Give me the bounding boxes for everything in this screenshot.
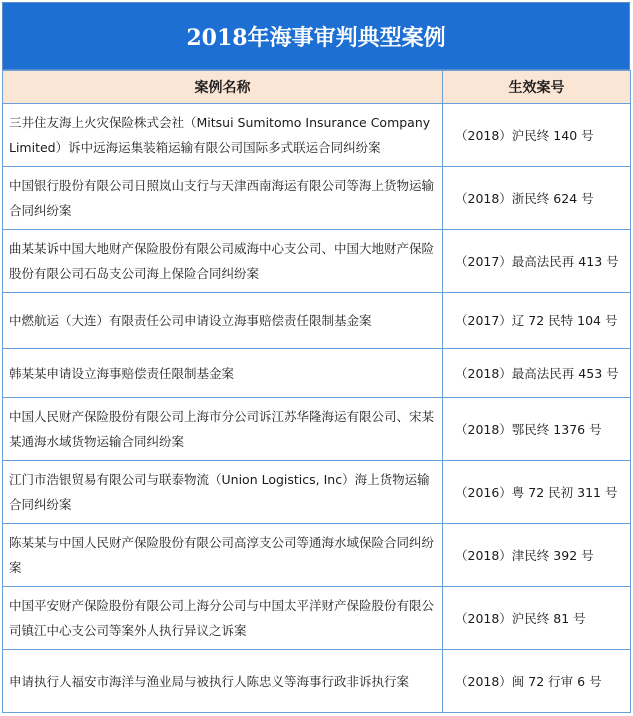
case-number: （2017）最高法民再 413 号: [443, 230, 631, 293]
cases-table: [2, 70, 631, 713]
table-row: [3, 587, 631, 650]
table-row: [3, 524, 631, 587]
cases-table-container: [2, 2, 630, 713]
case-name: 中国人民财产保险股份有限公司上海市分公司诉江苏华隆海运有限公司、宋某某通海水域货物运输合同纠纷案: [3, 398, 443, 461]
table-row: [3, 104, 631, 167]
case-number: （2018）津民终 392 号: [443, 524, 631, 587]
case-number: （2018）最高法民再 453 号: [443, 349, 631, 398]
case-name: 韩某某申请设立海事赔偿责任限制基金案: [3, 349, 443, 398]
case-number: （2018）沪民终 81 号: [443, 587, 631, 650]
table-row: [3, 398, 631, 461]
case-name: 曲某某诉中国大地财产保险股份有限公司威海中心支公司、中国大地财产保险股份有限公司石岛支公司海上保险合同纠纷案: [3, 230, 443, 293]
case-number: （2018）闽 72 行审 6 号: [443, 650, 631, 713]
table-row: [3, 349, 631, 398]
header-case-name: 案例名称: [3, 71, 443, 104]
header-row: [3, 71, 631, 104]
case-name: 中国银行股份有限公司日照岚山支行与天津西南海运有限公司等海上货物运输合同纠纷案: [3, 167, 443, 230]
case-number: （2018）浙民终 624 号: [443, 167, 631, 230]
case-name: 申请执行人福安市海洋与渔业局与被执行人陈忠义等海事行政非诉执行案: [3, 650, 443, 713]
table-title: 2018年海事审判典型案例: [2, 2, 630, 70]
table-row: [3, 293, 631, 349]
case-name: 三井住友海上火灾保险株式会社（Mitsui Sumitomo Insurance Company Limited）诉中远海运集装箱运输有限公司国际多式联运合同纠纷案: [3, 104, 443, 167]
case-number: （2018）鄂民终 1376 号: [443, 398, 631, 461]
case-number: （2018）沪民终 140 号: [443, 104, 631, 167]
case-name: 江门市浩银贸易有限公司与联泰物流（Union Logistics, Inc）海上货物运输合同纠纷案: [3, 461, 443, 524]
table-row: [3, 461, 631, 524]
case-number: （2016）粤 72 民初 311 号: [443, 461, 631, 524]
table-row: [3, 167, 631, 230]
case-name: 中燃航运（大连）有限责任公司申请设立海事赔偿责任限制基金案: [3, 293, 443, 349]
case-number: （2017）辽 72 民特 104 号: [443, 293, 631, 349]
case-name: 中国平安财产保险股份有限公司上海分公司与中国太平洋财产保险股份有限公司镇江中心支公司等案外人执行异议之诉案: [3, 587, 443, 650]
table-row: [3, 230, 631, 293]
case-name: 陈某某与中国人民财产保险股份有限公司高淳支公司等通海水域保险合同纠纷案: [3, 524, 443, 587]
table-row: [3, 650, 631, 713]
header-case-number: 生效案号: [443, 71, 631, 104]
